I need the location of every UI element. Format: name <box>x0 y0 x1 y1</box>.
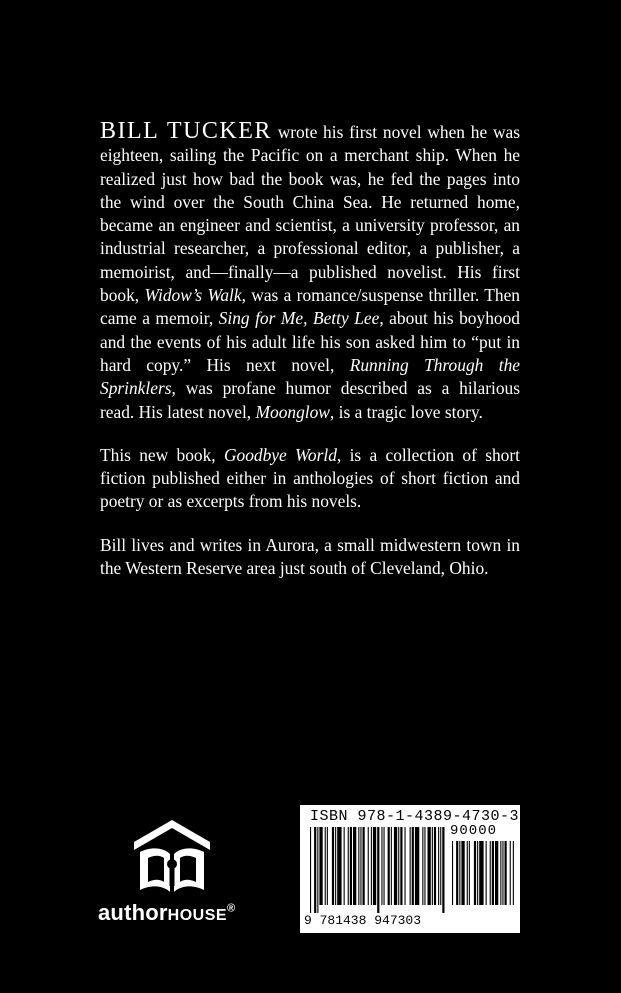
barcode-bar <box>348 827 349 905</box>
bio-text: , about his boyhood and the events of his adult life his son asked him to “put in hard copy.” His next novel, <box>100 308 520 375</box>
barcode-digits: 9 781438 947303 <box>304 913 422 928</box>
barcode-bar <box>467 841 468 905</box>
barcode-bar <box>314 827 316 913</box>
book-title: Sing for Me, Betty Lee <box>218 308 380 329</box>
bio-text: , is a tragic love story. <box>329 401 483 422</box>
registered-mark: ® <box>227 902 236 915</box>
isbn-barcode <box>300 805 520 933</box>
barcode-bar <box>360 827 361 905</box>
barcode-bar <box>363 827 365 905</box>
barcode-bar <box>344 827 345 905</box>
book-title: Running Through the Sprinklers <box>100 354 520 399</box>
barcode-bar <box>510 841 511 905</box>
bio-text: This new book, <box>100 444 224 465</box>
barcode-bar <box>325 827 326 905</box>
barcode-bar <box>391 827 392 905</box>
barcode-bar <box>384 827 385 905</box>
barcode-bar <box>452 841 453 905</box>
addon-bars <box>452 841 514 913</box>
barcode-bar <box>310 827 311 913</box>
barcode-bar <box>394 827 397 905</box>
logo-author: author <box>98 900 168 925</box>
barcode-bar <box>432 827 433 905</box>
barcode-bar <box>400 827 402 905</box>
book-title: Moonglow <box>255 401 330 422</box>
house-book-icon <box>126 818 218 896</box>
bio-text: , was a romance/suspense thriller. Then came a memoir, <box>100 285 520 329</box>
barcode-bar <box>461 841 464 905</box>
barcode-bar <box>469 841 470 905</box>
ean-bars <box>310 827 446 913</box>
barcode-bar <box>410 827 411 905</box>
barcode-bar <box>490 841 491 905</box>
barcode-bar <box>327 827 328 905</box>
barcode-bar <box>319 827 322 905</box>
barcode-bar <box>405 827 406 905</box>
barcode-bar <box>412 827 414 905</box>
barcode-bar <box>350 827 352 905</box>
logo-house: HOUSE <box>167 907 228 924</box>
barcode-bar <box>474 841 476 905</box>
barcode-bar <box>440 827 441 905</box>
barcode-bar <box>337 827 341 905</box>
logo-wordmark <box>98 900 235 926</box>
barcode-bar <box>505 841 507 905</box>
barcode-bar <box>486 841 487 905</box>
barcode-bar <box>335 827 336 905</box>
bio-paragraph-3: Bill lives and writes in Aurora, a small midwestern town in the Western Reserve area just south of Cleveland, Ohio. <box>100 534 520 579</box>
bio-paragraph-1 <box>100 120 520 424</box>
barcode-bar <box>513 841 514 905</box>
barcode-bar <box>388 827 390 905</box>
author-name: BILL TUCKER <box>100 118 272 144</box>
barcode-bar <box>442 827 444 913</box>
bio-paragraph-2 <box>100 444 520 514</box>
barcode-bar <box>479 841 483 905</box>
barcode-bar <box>434 827 436 905</box>
barcode-bar <box>428 827 431 905</box>
barcode-bar <box>502 841 503 905</box>
barcode-bar <box>495 841 498 905</box>
barcode-bar <box>358 827 359 905</box>
barcode-bar <box>415 827 419 905</box>
book-title: Widow’s Walk <box>144 285 242 306</box>
barcode-bar <box>381 827 382 905</box>
bio-text: , was profane humor described as a hilarious read. His latest novel, <box>100 378 520 422</box>
barcode-bar <box>459 841 460 905</box>
barcode-bar <box>422 827 423 905</box>
barcode-bar <box>477 841 478 905</box>
barcode-bar <box>353 827 356 905</box>
bio-text: , is a collection of short fiction published either in anthologies of short fiction and poetry or as excerpts from his novels. <box>100 444 520 512</box>
authorhouse-logo <box>98 818 268 928</box>
barcode-bar <box>368 827 369 905</box>
barcode-bar <box>373 827 376 905</box>
barcode-bar <box>438 827 439 905</box>
author-bio <box>100 120 520 580</box>
barcode-bar <box>332 827 334 905</box>
barcode-bar <box>500 841 501 905</box>
barcode-bar <box>317 827 318 913</box>
barcode-bar <box>398 827 399 905</box>
barcode-bar <box>424 827 425 905</box>
isbn-label: ISBN 978-1-4389-4730-3 <box>310 808 520 825</box>
price-addon: 90000 <box>450 823 498 839</box>
barcode-bar <box>456 841 458 905</box>
barcode-bar <box>371 827 372 905</box>
bio-text: wrote his first novel when he was eighteen, sailing the Pacific on a merchant ship. When he realized just how bad the book was, he fed the pages into the wind over the South China Sea. He returned home, became an engineer and scientist, a university professor, an industrial researcher, a professional editor, a publisher, a memoirist, and—finally—a published novelist. His first book, <box>100 122 520 306</box>
barcode-bar <box>377 827 379 913</box>
barcode-bar <box>492 841 494 905</box>
book-title: Goodbye World <box>223 444 337 465</box>
